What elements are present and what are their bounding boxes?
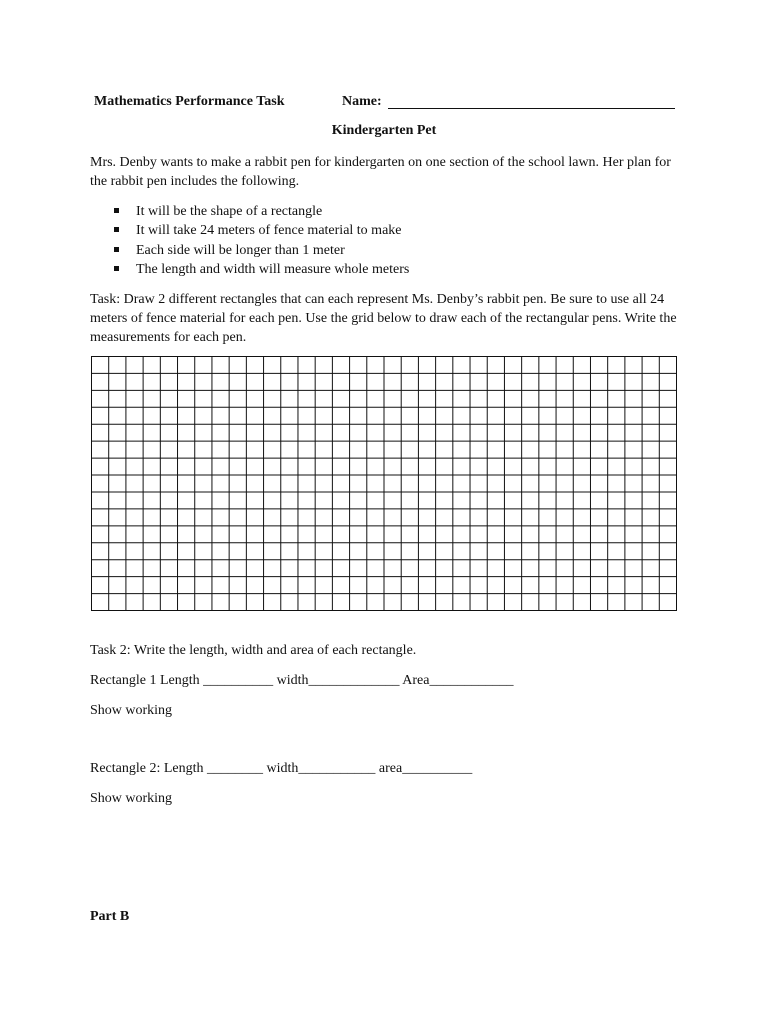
name-line	[388, 108, 675, 109]
bullet-icon	[114, 227, 119, 232]
page-subtitle: Kindergarten Pet	[331, 123, 437, 138]
task1-paragraph: Task: Draw 2 different rectangles that can each represent Ms. Denby’s rabbit pen. Be sure to use all 24 meters of fence material for each pen. Use the grid below to draw each of the rectangular pens. Write the measurements for each pen.	[90, 292, 677, 345]
show-working-1: Show working	[90, 703, 173, 718]
requirement-text: It will be the shape of a rectangle	[136, 204, 323, 219]
name-label: Name:	[342, 94, 382, 109]
rectangle1-fields: Rectangle 1 Length __________ width_____________ Area____________	[90, 673, 514, 688]
intro-paragraph: Mrs. Denby wants to make a rabbit pen for kindergarten on one section of the school lawn. Her plan for the rabbit pen includes the following.	[90, 155, 671, 189]
task2-instruction: Task 2: Write the length, width and area of each rectangle.	[90, 643, 417, 658]
requirement-text: Each side will be longer than 1 meter	[136, 242, 345, 258]
list-item	[90, 202, 409, 221]
list-item	[90, 221, 409, 240]
bullet-icon	[114, 266, 119, 271]
drawing-grid	[91, 356, 677, 611]
requirements-list	[90, 202, 409, 279]
rectangle2-fields: Rectangle 2: Length ________ width___________ area__________	[90, 761, 473, 776]
list-item	[90, 260, 409, 279]
list-item	[90, 241, 409, 260]
part-b-heading: Part B	[90, 909, 130, 924]
worksheet-title: Mathematics Performance Task	[94, 94, 285, 109]
requirement-text: The length and width will measure whole meters	[136, 261, 410, 277]
requirement-text: It will take 24 meters of fence material to make	[136, 223, 402, 239]
show-working-2: Show working	[90, 791, 173, 806]
bullet-icon	[114, 247, 119, 252]
bullet-icon	[114, 208, 119, 213]
